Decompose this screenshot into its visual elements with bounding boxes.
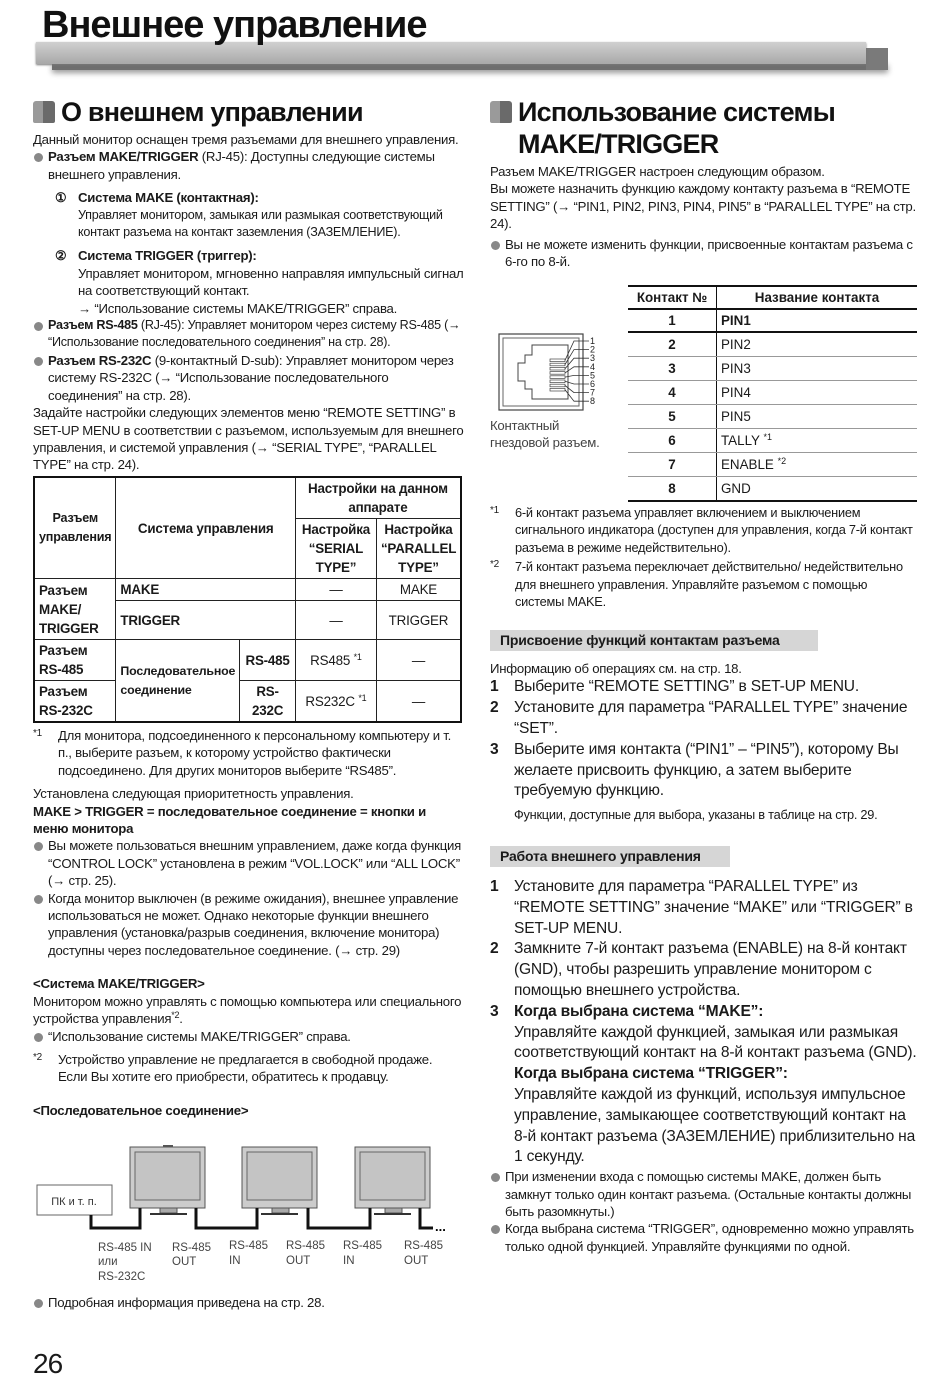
step-2	[490, 698, 920, 740]
pin-number: 4	[590, 361, 596, 372]
text: Установите для параметра “PARALLEL TYPE” значение “SET”.	[514, 699, 908, 737]
text: .	[179, 1011, 183, 1027]
pin-row	[628, 332, 917, 357]
assign-functions-block	[490, 660, 920, 824]
text: Выберите имя контакта (“PIN1” – “PIN5”), которому Вы желаете присвоить функцию, а затем выберите требуемую функцию.	[514, 740, 899, 800]
pin-name	[717, 477, 918, 502]
pin-name-text: TALLY	[721, 433, 760, 448]
pin-row	[628, 405, 917, 429]
step-number: 2	[490, 699, 499, 717]
pin-name-text: PIN1	[721, 313, 751, 328]
port-label: RS-485	[286, 1240, 325, 1252]
cell: —	[376, 640, 461, 681]
circled-number: ①	[55, 190, 67, 206]
pin-name	[717, 381, 918, 405]
pin-name	[717, 357, 918, 381]
cell-connector-rs232c: Разъем RS-232C	[34, 681, 116, 723]
step-2	[490, 939, 920, 1001]
port-label: OUT	[172, 1256, 197, 1268]
footnote-2	[490, 558, 918, 610]
pin-number: 8	[590, 396, 596, 407]
control-table	[33, 476, 462, 723]
footnote-mark: *2	[171, 1010, 180, 1021]
th-pin-name: Название контакта	[717, 286, 918, 309]
pin-numbers	[590, 336, 595, 406]
bullet-details-ref[interactable]: Подробная информация приведена на стр. 28.	[33, 1294, 478, 1311]
pc-label: ПК и т. п.	[51, 1196, 97, 1208]
section-assign-functions: Присвоение функций контактам разъема	[490, 630, 818, 651]
cell-make: MAKE	[116, 579, 296, 601]
pin-number: 4	[628, 381, 717, 405]
heading-text: Использование системы	[518, 97, 835, 127]
pin-table	[628, 285, 917, 502]
text: (9-контактный D-sub): Управляет монитором через систему RS-232C (→ “Использование последовательного соединения” на стр. 28).	[48, 352, 454, 403]
footnote-2	[33, 1051, 463, 1086]
footnote-mark: *2	[33, 1051, 42, 1063]
pin-number: 1	[590, 336, 596, 346]
footnote-1	[33, 727, 463, 779]
text: (RJ-45): Доступны следующие системы внешнего управления.	[48, 149, 435, 182]
left-notes-block	[33, 727, 463, 1119]
pin-name-text: PIN3	[721, 361, 751, 376]
cell-trigger: TRIGGER	[116, 601, 296, 640]
cables	[91, 1208, 433, 1228]
pin-row	[628, 453, 917, 477]
page-title: Внешнее управление	[42, 4, 427, 46]
bullet-standby: Когда монитор выключен (в режиме ожидания), внешнее управление использоваться не может. Однако некоторые функции внешнего управления (установка/разрыв соединения, включение монитора) доступны через последовательное соединение. (→ стр. 29)	[33, 890, 463, 960]
external-operation-block	[490, 877, 920, 1255]
th-settings: Настройки на данном аппарате	[295, 477, 461, 519]
bold-text: Разъем MAKE/TRIGGER	[48, 149, 199, 165]
port-label: OUT	[404, 1255, 429, 1267]
heading-line-1	[490, 96, 835, 128]
settings-text: Задайте настройки следующих элементов меню “REMOTE SETTING” в SET-UP MENU в соответствии с разъемом, используемым для внешнего управления, и системой управления (→ “SERIAL TYPE”, “PARALLEL TYPE” на стр. 24).	[33, 405, 464, 473]
intro-text: Данный монитор оснащен тремя разъемами для внешнего управления.	[33, 132, 459, 147]
pin-number: 8	[628, 477, 717, 502]
monitor-icon	[130, 1145, 205, 1214]
cell-rs485: RS-485	[240, 640, 296, 681]
port-label: OUT	[286, 1255, 311, 1267]
system-trigger-ref[interactable]: → “Использование системы MAKE/TRIGGER” справа.	[78, 300, 398, 316]
footnote-mark: *1	[353, 651, 362, 662]
value: RS485	[310, 652, 351, 668]
assign-steps	[490, 677, 920, 802]
pin-number: 3	[590, 353, 596, 364]
port-label: IN	[229, 1255, 241, 1267]
cell-serial-connection: Последовательное соединение	[116, 640, 240, 723]
make-text: Управляйте каждой функцией, замыкая или размыкая соответствующий контакт на 8-й контакт разъема (GND).	[514, 1023, 917, 1062]
bullet-make-trigger	[33, 148, 465, 183]
bold-text: Разъем RS-485	[48, 318, 138, 333]
step-1	[490, 677, 920, 698]
info-text: Информацию об операциях см. на стр. 18.	[490, 661, 742, 676]
continuation-dots: ...	[435, 1219, 446, 1234]
footnote-mark: *1	[358, 692, 367, 703]
trigger-text: Управляйте каждой из функций, используя импульсное управление, замыкающее соответствующий контакт на 8-й контакт разъема (ЗАЗЕМЛЕНИЕ) приблизительно на 1 секунду.	[514, 1085, 916, 1166]
priority-text: Установлена следующая приоритетность управления.	[33, 786, 354, 802]
footnote-mark: *1	[33, 728, 42, 739]
bullet-trigger-one: Когда выбрана система “TRIGGER”, одновременно можно управлять только одной функцией. Управляйте функциями по одной.	[490, 1220, 920, 1255]
pin-number: 2	[628, 332, 717, 357]
cube-icon	[33, 101, 55, 123]
heading-text: О внешнем управлении	[61, 97, 363, 127]
port-label: RS-485	[404, 1240, 443, 1252]
pin-name	[717, 429, 918, 453]
step-number: 3	[490, 1002, 499, 1020]
cell-rs232c: RS-232C	[240, 681, 296, 723]
pin-number: 7	[590, 387, 596, 398]
pin-footnotes	[490, 504, 918, 610]
footnote-mark: *1	[763, 432, 772, 442]
th-system: Система управления	[116, 477, 296, 579]
text: Выберите “REMOTE SETTING” в SET-UP MENU.	[514, 678, 859, 696]
th-pin-number: Контакт №	[628, 286, 717, 309]
section-heading-about	[33, 96, 363, 128]
port-label: RS-485	[343, 1240, 382, 1252]
intro-text: Разъем MAKE/TRIGGER настроен следующим образом.	[490, 164, 825, 179]
pin-name	[717, 405, 918, 429]
text: Замкните 7-й контакт разъема (ENABLE) на 8-й контакт (GND), чтобы разрешить управление монитором с помощью внешнего устройства.	[514, 940, 907, 999]
cell: —	[295, 579, 376, 601]
heading-line-2: MAKE/TRIGGER	[518, 129, 719, 159]
port-label: RS-485	[172, 1242, 211, 1254]
page-number: 26	[33, 1348, 63, 1379]
text: Устройство управление не предлагается в свободной продаже. Если Вы хотите его приобрести, обратитесь к продавцу.	[58, 1051, 433, 1085]
section-external-operation: Работа внешнего управления	[490, 846, 730, 867]
step-number: 1	[490, 878, 499, 895]
step-number: 3	[490, 740, 499, 758]
value: RS232C	[305, 693, 355, 709]
cell-connector-make-trigger: Разъем MAKE/ TRIGGER	[34, 579, 116, 640]
trigger-subheading: Когда выбрана система “TRIGGER”:	[514, 1065, 788, 1083]
pin-row	[628, 381, 917, 405]
right-intro-block	[490, 163, 920, 270]
text: Система MAKE (контактная):	[78, 190, 259, 206]
rj45-connector-diagram	[498, 333, 602, 413]
th-parallel: Настройка “PARALLEL TYPE”	[376, 519, 461, 579]
cell: —	[376, 681, 461, 723]
pin-row	[628, 429, 917, 453]
step-1	[490, 877, 920, 939]
make-trigger-heading: <Система MAKE/TRIGGER>	[33, 976, 205, 992]
system-make-text: Управляет монитором, замыкая или размыкая соответствующий контакт разъема на контакт заземления (ЗАЗЕМЛЕНИЕ).	[78, 207, 443, 240]
step-3	[490, 740, 920, 802]
port-labels	[98, 1240, 443, 1283]
cube-icon	[490, 101, 512, 123]
port-label: RS-485	[229, 1240, 268, 1252]
bullet-control-lock: Вы можете пользоваться внешним управлением, даже когда функция “CONTROL LOCK” установлена в режим “VOL.LOCK” или “ALL LOCK” (→ стр. 25).	[33, 837, 463, 889]
cell: TRIGGER	[376, 601, 461, 640]
pin-number: 2	[590, 344, 596, 355]
pin-number: 5	[628, 405, 717, 429]
monitor-icon	[242, 1147, 317, 1214]
priority-order: MAKE > TRIGGER = последовательное соединение = кнопки и меню монитора	[33, 803, 426, 837]
footnote-1	[490, 504, 918, 556]
step-3	[490, 1002, 920, 1168]
section-heading-make-trigger	[490, 96, 835, 160]
system-make-title	[33, 189, 465, 206]
step-number: 1	[490, 678, 499, 696]
title-bar-shadow-end	[866, 48, 888, 70]
th-connector: Разъем управления	[34, 477, 116, 579]
pin-number: 5	[590, 370, 596, 381]
pin-name	[717, 332, 918, 357]
text: Установите для параметра “PARALLEL TYPE” из “REMOTE SETTING” значение “MAKE” или “TRIGGER” в SET-UP MENU.	[514, 878, 913, 937]
connector-caption: Контактный гнездовой разъем.	[490, 418, 600, 451]
text: Монитором можно управлять с помощью компьютера или специального устройства управления	[33, 993, 462, 1027]
pin-number: 6	[628, 429, 717, 453]
pin-number: 1	[628, 309, 717, 332]
bullet-rs485	[33, 317, 465, 352]
bullet-rs232c	[33, 352, 465, 404]
pin-name	[717, 309, 918, 332]
circled-number: ②	[55, 248, 67, 264]
serial-connection-diagram	[30, 1130, 470, 1295]
bold-text: Разъем RS-232C	[48, 352, 152, 368]
left-intro-block	[33, 131, 465, 474]
intro-text-2: Вы можете назначить функцию каждому контакту разъема в “REMOTE SETTING” (→ “PIN1, PIN2, PIN3, PIN4, PIN5” в “PARALLEL TYPE” на стр. 24).	[490, 181, 916, 232]
text: (RJ-45): Управляет монитором через систему RS-485 (→ “Использование последовательного соединения” на стр. 28).	[48, 318, 461, 350]
serial-heading: <Последовательное соединение>	[33, 1102, 249, 1118]
pin-number: 3	[628, 357, 717, 381]
cell	[295, 681, 376, 723]
cell-connector-rs485: Разъем RS-485	[34, 640, 116, 681]
footnote-mark: *2	[490, 559, 499, 571]
pin-name-text: PIN2	[721, 337, 751, 352]
step-number: 2	[490, 940, 499, 958]
text: Для монитора, подсоединенного к персональному компьютеру и т. п., выберите разъем, к которому устройство фактически подсоединено. Для других мониторов выберите “RS485”.	[58, 728, 452, 778]
system-trigger-text: Управляет монитором, мгновенно направляя импульсный сигнал на соответствующий контакт.	[78, 265, 464, 299]
pin-row	[628, 357, 917, 381]
bullet-make-input: При изменении входа с помощью системы MAKE, должен быть замкнут только один контакт разъема. (Остальные контакты должны быть разомкнуты.)	[490, 1168, 920, 1220]
pin-number: 7	[628, 453, 717, 477]
port-label: или	[98, 1256, 118, 1268]
make-trigger-text	[33, 993, 463, 1028]
system-trigger-title	[33, 247, 465, 264]
pin-number: 6	[590, 379, 596, 389]
pin-name-text: PIN4	[721, 385, 751, 400]
port-label: RS-232C	[98, 1271, 146, 1283]
pin-name-text: GND	[721, 481, 751, 496]
note-text: Функции, доступные для выбора, указаны в таблице на стр. 29.	[514, 807, 878, 823]
port-label: IN	[343, 1255, 355, 1267]
make-subheading: Когда выбрана система “MAKE”:	[514, 1002, 764, 1020]
bullet-make-trigger-ref[interactable]: “Использование системы MAKE/TRIGGER” справа.	[33, 1028, 463, 1045]
cell: —	[295, 601, 376, 640]
pin-row	[628, 309, 917, 332]
text: Система TRIGGER (триггер):	[78, 248, 257, 264]
th-serial: Настройка “SERIAL TYPE”	[295, 519, 376, 579]
footnote-mark: *1	[490, 505, 499, 516]
text: 7-й контакт разъема переключает действительно/ недействительно для внешнего управления. Управляйте разъемом с помощью системы MAKE.	[515, 559, 903, 610]
bullet-fixed-pins: Вы не можете изменить функции, присвоенные контактам разъема с 6-го по 8-й.	[490, 236, 920, 271]
cell: MAKE	[376, 579, 461, 601]
pin-name-text: PIN5	[721, 409, 751, 424]
pin-name	[717, 453, 918, 477]
port-label: RS-485 IN	[98, 1242, 152, 1254]
pin-name-text: ENABLE	[721, 457, 774, 472]
footnote-mark: *2	[777, 456, 787, 466]
pin-row	[628, 477, 917, 502]
monitor-icon	[355, 1147, 430, 1214]
text: 6-й контакт разъема управляет включением и выключением сигнального индикатора (доступен для управления, когда 7-й контакт разъема в режиме недействительно).	[515, 505, 913, 555]
cell	[295, 640, 376, 681]
